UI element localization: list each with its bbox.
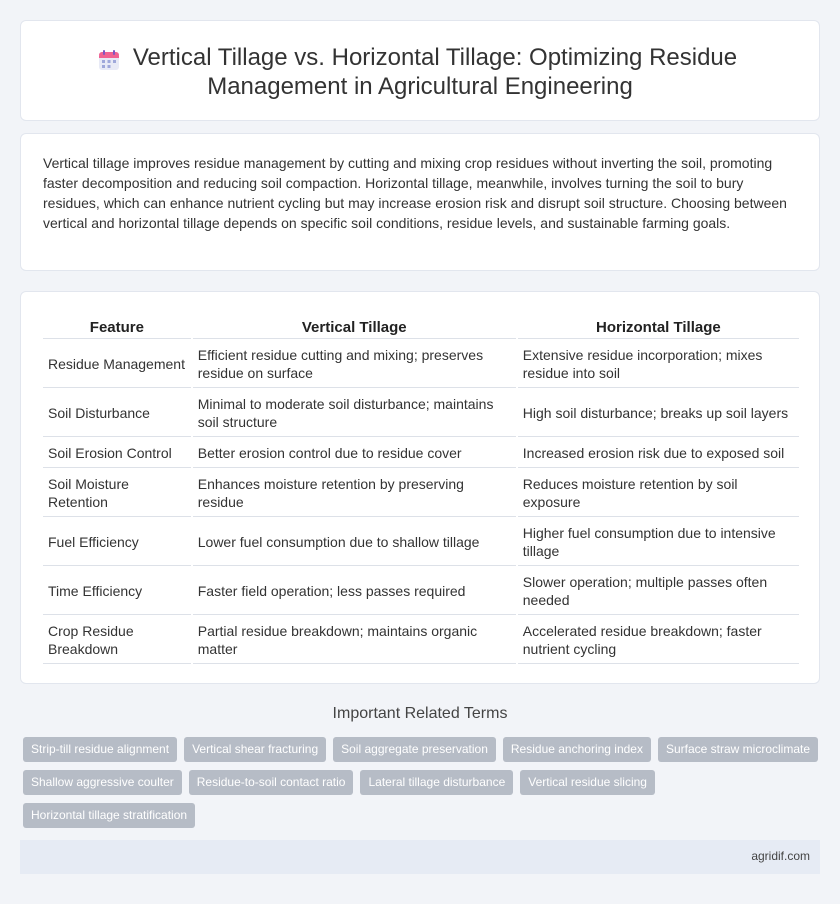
- term-tag[interactable]: Strip-till residue alignment: [23, 737, 177, 762]
- header-feature: Feature: [43, 317, 191, 339]
- cell-horizontal: Reduces moisture retention by soil exposure: [518, 470, 799, 517]
- cell-feature: Soil Moisture Retention: [43, 470, 191, 517]
- term-tag[interactable]: Vertical residue slicing: [520, 770, 655, 795]
- cell-vertical: Better erosion control due to residue cover: [193, 439, 516, 468]
- cell-vertical: Faster field operation; less passes required: [193, 568, 516, 615]
- term-tag[interactable]: Shallow aggressive coulter: [23, 770, 182, 795]
- table-row: [43, 568, 799, 615]
- cell-feature: Crop Residue Breakdown: [43, 617, 191, 664]
- cell-feature: Residue Management: [43, 341, 191, 388]
- cell-horizontal: Increased erosion risk due to exposed soil: [518, 439, 799, 468]
- term-tag[interactable]: Lateral tillage disturbance: [360, 770, 513, 795]
- term-tag[interactable]: Surface straw microclimate: [658, 737, 818, 762]
- table-row: [43, 439, 799, 468]
- footer-site-link[interactable]: agridif.com: [751, 849, 810, 863]
- related-terms-title: Important Related Terms: [332, 705, 508, 722]
- footer: [20, 840, 820, 874]
- page-title-line2: Management in Agricultural Engineering: [207, 73, 633, 100]
- cell-horizontal: Slower operation; multiple passes often needed: [518, 568, 799, 615]
- cell-feature: Soil Disturbance: [43, 390, 191, 437]
- cell-vertical: Efficient residue cutting and mixing; preserves residue on surface: [193, 341, 516, 388]
- page-title: [21, 43, 819, 101]
- term-tag[interactable]: Residue anchoring index: [503, 737, 651, 762]
- table-header-row: [43, 317, 799, 339]
- summary-text: Vertical tillage improves residue management by cutting and mixing crop residues without inverting the soil, promoting faster decomposition and reducing soil compaction. Horizontal tillage, meanwhile, involves turning the soil to bury residues, which can enhance nutrient cycling but may increase erosion risk and disrupt soil structure. Choosing between vertical and horizontal tillage depends on specific soil conditions, residue levels, and sustainable farming goals.: [43, 155, 787, 231]
- cell-vertical: Lower fuel consumption due to shallow tillage: [193, 519, 516, 566]
- term-tag[interactable]: Horizontal tillage stratification: [23, 803, 195, 828]
- cell-vertical: Enhances moisture retention by preserving residue: [193, 470, 516, 517]
- cell-feature: Time Efficiency: [43, 568, 191, 615]
- cell-feature: Fuel Efficiency: [43, 519, 191, 566]
- header-vertical: Vertical Tillage: [193, 317, 516, 339]
- table-row: [43, 617, 799, 664]
- table-row: [43, 470, 799, 517]
- cell-vertical: Partial residue breakdown; maintains organic matter: [193, 617, 516, 664]
- cell-horizontal: Accelerated residue breakdown; faster nutrient cycling: [518, 617, 799, 664]
- cell-feature: Soil Erosion Control: [43, 439, 191, 468]
- cell-horizontal: Higher fuel consumption due to intensive tillage: [518, 519, 799, 566]
- comparison-table: [41, 315, 801, 666]
- cell-horizontal: Extensive residue incorporation; mixes residue into soil: [518, 341, 799, 388]
- title-card: [20, 20, 820, 121]
- cell-vertical: Minimal to moderate soil disturbance; maintains soil structure: [193, 390, 516, 437]
- table-row: [43, 341, 799, 388]
- table-row: [43, 519, 799, 566]
- term-tag[interactable]: Residue-to-soil contact ratio: [189, 770, 354, 795]
- summary-card: [20, 133, 820, 271]
- table-row: [43, 390, 799, 437]
- comparison-table-card: [20, 291, 820, 684]
- page-title-line1: Vertical Tillage vs. Horizontal Tillage: Optimizing Residue: [132, 44, 738, 71]
- cell-horizontal: High soil disturbance; breaks up soil layers: [518, 390, 799, 437]
- term-tag[interactable]: Soil aggregate preservation: [333, 737, 496, 762]
- term-tag[interactable]: Vertical shear fracturing: [184, 737, 326, 762]
- header-horizontal: Horizontal Tillage: [518, 317, 799, 339]
- related-terms-list: [23, 737, 823, 828]
